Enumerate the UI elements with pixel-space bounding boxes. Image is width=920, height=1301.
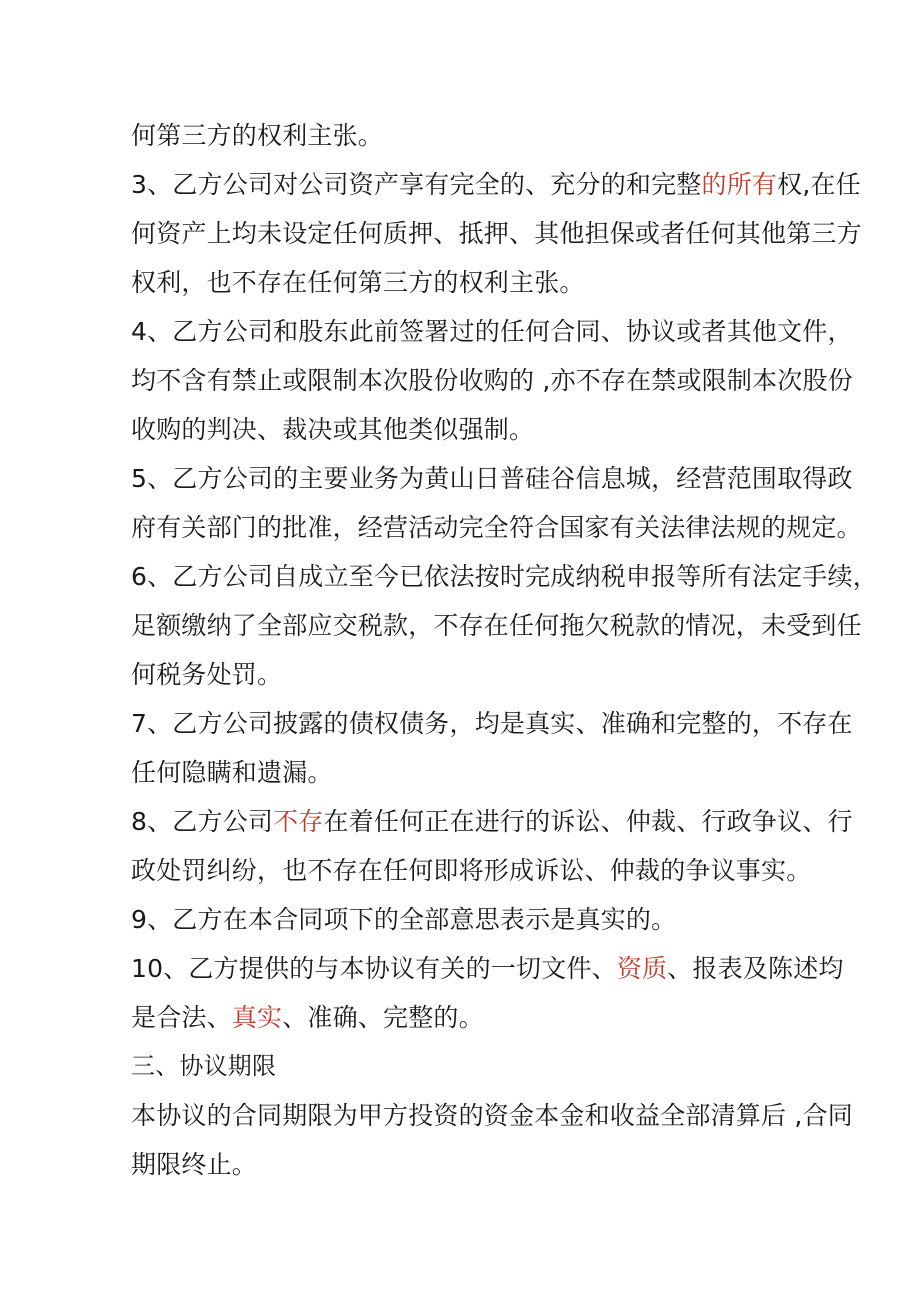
text-segment: 权利，也不存在任何第三方的权利主张。 xyxy=(131,268,585,297)
text-segment: 是合法、 xyxy=(131,1003,232,1032)
text-line xyxy=(131,993,811,1042)
highlighted-text: 资质 xyxy=(616,954,668,983)
text-line xyxy=(131,944,844,993)
text-segment: 任何隐瞒和遗漏。 xyxy=(131,758,333,787)
text-segment: 、报表及陈述均 xyxy=(667,954,844,983)
text-line xyxy=(131,1140,811,1189)
text-line xyxy=(131,552,878,601)
text-segment: 权,在任 xyxy=(777,170,861,199)
text-line xyxy=(131,503,862,552)
text-line xyxy=(131,1091,853,1140)
text-segment: 、准确、完整的。 xyxy=(282,1003,484,1032)
document-body xyxy=(131,111,878,1189)
highlighted-text: 真实 xyxy=(231,1003,283,1032)
text-line xyxy=(131,748,811,797)
section-heading xyxy=(131,1042,811,1091)
text-segment: 10、乙方提供的与本协议有关的一切文件、 xyxy=(131,954,617,983)
text-line xyxy=(131,111,811,160)
highlighted-text: 不存 xyxy=(273,807,324,836)
text-line xyxy=(131,601,862,650)
text-segment: 何资产上均未设定任何质押、抵押、其他担保或者任何其他第三方 xyxy=(131,219,862,248)
text-segment: 在着任何正在进行的诉讼、仲裁、行政争议、行 xyxy=(323,807,853,836)
text-line xyxy=(131,846,811,895)
text-line xyxy=(131,405,811,454)
text-segment: 何第三方的权利主张。 xyxy=(131,121,384,150)
text-line xyxy=(131,797,853,846)
text-segment: 6、乙方公司自成立至今已依法按时完成纳税申报等所有法定手续， xyxy=(131,562,878,591)
text-segment: 期限终止。 xyxy=(131,1150,258,1179)
text-line xyxy=(131,356,853,405)
text-line xyxy=(131,454,853,503)
text-segment: 4、乙方公司和股东此前签署过的任何合同、协议或者其他文件， xyxy=(131,317,853,346)
text-segment: 何税务处罚。 xyxy=(131,660,283,689)
text-line xyxy=(131,895,811,944)
text-line xyxy=(131,209,862,258)
text-segment: 三、协议期限 xyxy=(131,1052,277,1080)
text-segment: 均不含有禁止或限制本次股份收购的 ,亦不存在禁或限制本次股份 xyxy=(131,366,853,395)
text-segment: 足额缴纳了全部应交税款，不存在任何拖欠税款的情况，未受到任 xyxy=(131,611,862,640)
text-line xyxy=(131,699,853,748)
text-segment: 收购的判决、裁决或其他类似强制。 xyxy=(131,415,535,444)
text-line xyxy=(131,160,861,209)
text-line xyxy=(131,650,811,699)
text-segment: 9、乙方在本合同项下的全部意思表示是真实的。 xyxy=(131,905,677,934)
text-segment: 8、乙方公司 xyxy=(131,807,274,836)
text-segment: 5、乙方公司的主要业务为黄山日普硅谷信息城，经营范围取得政 xyxy=(131,464,853,493)
highlighted-text: 的所有 xyxy=(701,170,778,199)
text-segment: 7、乙方公司披露的债权债务，均是真实、准确和完整的，不存在 xyxy=(131,709,853,738)
text-segment: 府有关部门的批准，经营活动完全符合国家有关法律法规的规定。 xyxy=(131,513,862,542)
text-segment: 3、乙方公司对公司资产享有完全的、充分的和完整 xyxy=(131,170,702,199)
text-line xyxy=(131,307,853,356)
text-line xyxy=(131,258,811,307)
text-segment: 政处罚纠纷，也不存在任何即将形成诉讼、仲裁的争议事实。 xyxy=(131,856,812,885)
text-segment: 本协议的合同期限为甲方投资的资金本金和收益全部清算后 ,合同 xyxy=(131,1101,853,1130)
